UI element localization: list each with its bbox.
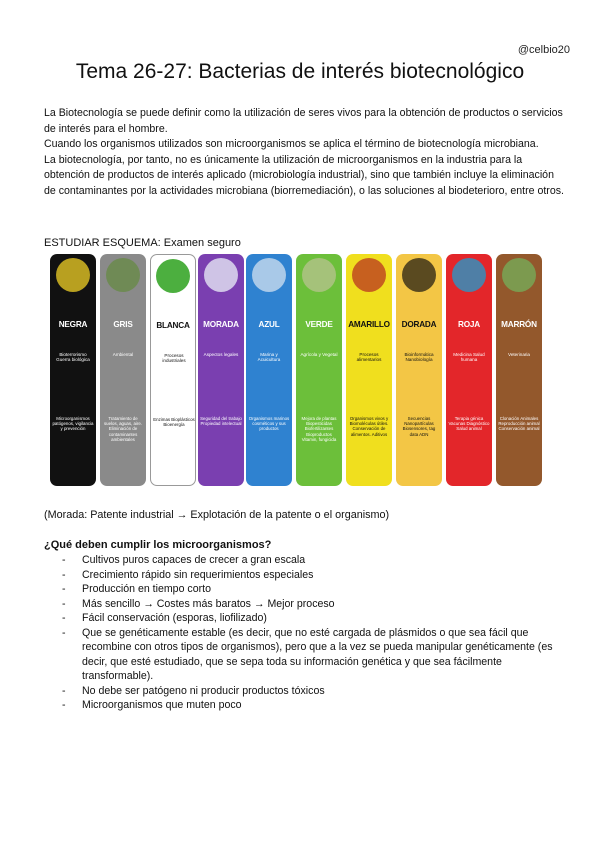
strip-label: BLANCA	[156, 321, 190, 330]
strip-examples: Organismos vivos y Biomoléculas útiles. Conservación de alimentos. Aditivos	[349, 416, 389, 437]
strip-area: Aspectos legales	[203, 352, 239, 357]
strip-area: Marina y Acuicultura	[257, 352, 281, 363]
strip-label: NEGRA	[58, 320, 88, 329]
strip-image	[302, 258, 336, 292]
strip-area: Veterinaria	[508, 352, 530, 357]
page-title: Tema 26-27: Bacterias de interés biotecnológico	[75, 60, 525, 83]
list-item: - No debe ser patógeno ni producir productos tóxicos	[62, 684, 562, 699]
strip-area: Medicina Salud humana	[453, 352, 485, 363]
strip-examples: Mejora de plantas Biopesticidas Biofertilizantes Bioproductos Vitamin, fungicida	[301, 416, 337, 442]
strip-image	[56, 258, 90, 292]
strip-image	[402, 258, 436, 292]
color-strip-negra	[50, 254, 96, 486]
strip-image	[204, 258, 238, 292]
strip-image	[452, 258, 486, 292]
intro-paragraph-2: Cuando los organismos utilizados son microorganismos se aplica el término de biotecnología microbiana.	[44, 138, 539, 150]
list-item: - Microorganismos que muten poco	[62, 698, 562, 713]
intro-text	[44, 106, 564, 199]
intro-paragraph-3: La biotecnología, por tanto, no es únicamente la utilización de microorganismos en la industria para la obtención de productos de interés aplicado (microbiología industrial), sino que también incluye la eliminación de contaminantes por la actividades microbiana (biorremediación), o las soluciones al biodeterioro, entre otros.	[44, 153, 564, 197]
color-strip-azul	[246, 254, 292, 486]
strip-area: Agrícola y Vegetal	[300, 352, 338, 357]
purple-note: (Morada: Patente industrial → Explotación de la patente o el organismo)	[44, 509, 390, 521]
strip-examples: Enzimas Bioplásticos Bioenergía	[153, 417, 195, 428]
biotech-colors-diagram	[50, 254, 542, 486]
strip-examples: Terapia génica Vacunas Diagnóstico Salud animal	[448, 416, 490, 432]
list-item: - Que se genéticamente estable (es decir, que no esté cargada de plásmidos o que sea fácil que recombine con otros tipos de organismos), pero que a la vez se pueda manipular genéticamente (es decir, que esté estudiado, que se sepa toda su información genética y que sea fácilmente transformable).	[62, 626, 562, 684]
strip-examples: Microorganismos patógenos, vigilancia y prevención	[52, 416, 94, 432]
study-label: ESTUDIAR ESQUEMA: Examen seguro	[44, 237, 241, 249]
list-item: - Producción en tiempo corto	[62, 582, 562, 597]
list-item: - Cultivos puros capaces de crecer a gran escala	[62, 553, 562, 568]
strip-label: ROJA	[458, 320, 480, 329]
strip-area: Ambiental	[112, 352, 134, 357]
strip-label: AZUL	[258, 320, 280, 329]
color-strip-dorada	[396, 254, 442, 486]
strip-area: Bioterrorismo Guerra biológica	[56, 352, 90, 363]
requirements-list	[62, 553, 562, 713]
color-strip-roja	[446, 254, 492, 486]
color-strip-marron	[496, 254, 542, 486]
requirements-title: ¿Qué deben cumplir los microorganismos?	[44, 539, 272, 551]
strip-examples: Secuencias Nanopartículas Biosensores, tag data ADN	[402, 416, 436, 437]
author-handle: @celbio20	[517, 44, 570, 56]
color-strip-verde	[296, 254, 342, 486]
intro-paragraph-1: La Biotecnología se puede definir como la utilización de seres vivos para la obtención de productos o servicios de interés para el hombre.	[44, 107, 563, 135]
strip-examples: Clonación Animales Reproducción animal Conservación animal	[498, 416, 540, 432]
strip-label: MARRÓN	[501, 320, 537, 329]
strip-examples: Organismos marinos cosméticos y sus productos	[248, 416, 290, 432]
strip-image	[252, 258, 286, 292]
list-item: - Fácil conservación (esporas, liofilizado)	[62, 611, 562, 626]
strip-area: Procesos industriales	[162, 353, 186, 364]
strip-image	[502, 258, 536, 292]
strip-label: DORADA	[401, 320, 437, 329]
list-item: - Más sencillo → Costes más baratos → Mejor proceso	[62, 597, 562, 612]
strip-area: Bioinformática Nanobiología	[404, 352, 434, 363]
color-strip-amarillo	[346, 254, 392, 486]
strip-examples: Seguridad del trabajo Propiedad intelectual	[200, 416, 242, 427]
strip-area: Procesos alimentarios	[356, 352, 382, 363]
list-item: - Crecimiento rápido sin requerimientos especiales	[62, 568, 562, 583]
color-strip-morada	[198, 254, 244, 486]
strip-image	[106, 258, 140, 292]
strip-label: GRIS	[113, 320, 133, 329]
color-strip-gris	[100, 254, 146, 486]
strip-label: MORADA	[203, 320, 239, 329]
strip-examples: Tratamiento de suelos, aguas, aire. Eliminación de contaminantes ambientales	[103, 416, 143, 442]
strip-image	[156, 259, 190, 293]
color-strip-blanca	[150, 254, 196, 486]
strip-image	[352, 258, 386, 292]
strip-label: AMARILLO	[348, 320, 390, 329]
strip-label: VERDE	[305, 320, 333, 329]
